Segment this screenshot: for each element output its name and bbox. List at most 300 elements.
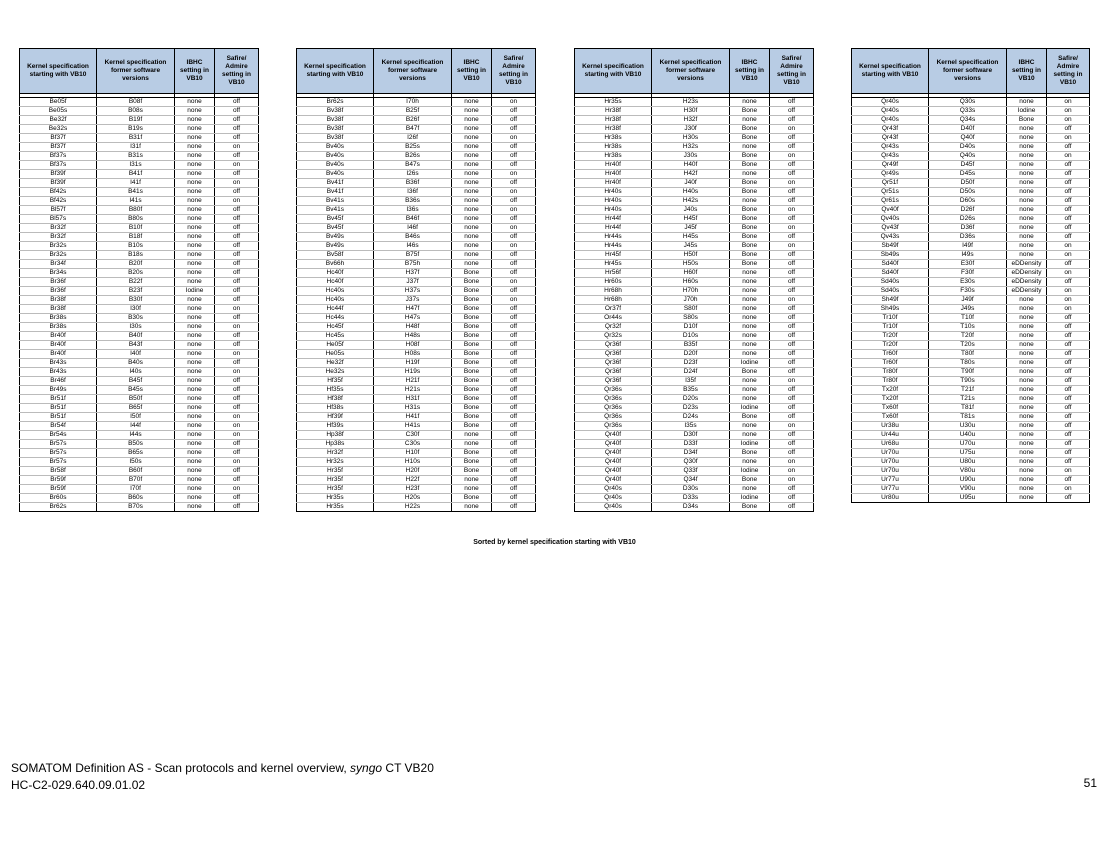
- cell-safire-admire: off: [1047, 494, 1090, 503]
- cell-kernel-former: T90f: [929, 368, 1007, 377]
- table-row: [575, 116, 814, 125]
- table-row: [575, 215, 814, 224]
- cell-ibhc: none: [730, 269, 770, 278]
- cell-safire-admire: on: [1047, 134, 1090, 143]
- cell-ibhc: Bone: [452, 449, 492, 458]
- cell-ibhc: none: [1007, 134, 1047, 143]
- table-row: [852, 107, 1090, 116]
- table-row: [297, 485, 536, 494]
- cell-ibhc: none: [730, 422, 770, 431]
- cell-kernel-former: D24f: [652, 368, 730, 377]
- table-row: [297, 305, 536, 314]
- table-row: [852, 467, 1090, 476]
- cell-ibhc: none: [452, 485, 492, 494]
- cell-ibhc: none: [1007, 251, 1047, 260]
- cell-safire-admire: off: [770, 143, 814, 152]
- cell-kernel-former: J70h: [652, 296, 730, 305]
- cell-ibhc: Iodine: [730, 404, 770, 413]
- cell-ibhc: Iodine: [730, 359, 770, 368]
- cell-safire-admire: off: [215, 107, 259, 116]
- cell-kernel-former: H30s: [652, 134, 730, 143]
- table-row: [575, 386, 814, 395]
- cell-kernel-former: U80u: [929, 458, 1007, 467]
- cell-safire-admire: on: [492, 134, 536, 143]
- table-row: [20, 404, 259, 413]
- cell-ibhc: Bone: [730, 161, 770, 170]
- cell-kernel-vb10: Hf39s: [297, 422, 374, 431]
- cell-ibhc: Bone: [452, 404, 492, 413]
- cell-kernel-vb10: Hf38f: [297, 395, 374, 404]
- table-row: [20, 107, 259, 116]
- cell-kernel-former: H45s: [652, 233, 730, 242]
- cell-safire-admire: off: [492, 404, 536, 413]
- cell-kernel-vb10: Bv40s: [297, 152, 374, 161]
- table-body: [852, 94, 1090, 503]
- cell-kernel-vb10: Qr49f: [852, 161, 929, 170]
- cell-kernel-vb10: He32s: [297, 368, 374, 377]
- cell-kernel-former: H10f: [374, 449, 452, 458]
- cell-kernel-former: H08s: [374, 350, 452, 359]
- cell-safire-admire: off: [215, 134, 259, 143]
- cell-safire-admire: off: [492, 269, 536, 278]
- table-row: [575, 233, 814, 242]
- cell-ibhc: none: [1007, 161, 1047, 170]
- cell-ibhc: Bone: [730, 368, 770, 377]
- cell-kernel-former: B19f: [97, 116, 175, 125]
- cell-kernel-vb10: Br54f: [20, 422, 97, 431]
- cell-kernel-vb10: Hc44s: [297, 314, 374, 323]
- cell-kernel-vb10: Br57s: [20, 458, 97, 467]
- cell-kernel-vb10: Qr40s: [575, 485, 652, 494]
- cell-kernel-vb10: Hr38f: [575, 125, 652, 134]
- cell-safire-admire: off: [1047, 368, 1090, 377]
- cell-ibhc: Bone: [730, 134, 770, 143]
- cell-kernel-vb10: He32f: [297, 359, 374, 368]
- table-row: [297, 440, 536, 449]
- cell-kernel-vb10: Tx20f: [852, 386, 929, 395]
- cell-safire-admire: off: [215, 467, 259, 476]
- cell-ibhc: Bone: [452, 323, 492, 332]
- cell-kernel-former: B75f: [374, 251, 452, 260]
- cell-safire-admire: off: [770, 440, 814, 449]
- cell-kernel-vb10: Hr35f: [297, 467, 374, 476]
- table-row: [852, 98, 1090, 107]
- table-row: [297, 449, 536, 458]
- table-row: [20, 494, 259, 503]
- table-row: [20, 431, 259, 440]
- cell-kernel-former: B08f: [97, 98, 175, 107]
- cell-kernel-vb10: Qr36s: [575, 404, 652, 413]
- table-row: [297, 197, 536, 206]
- cell-kernel-former: H42f: [652, 170, 730, 179]
- cell-ibhc: none: [1007, 197, 1047, 206]
- table-row: [852, 350, 1090, 359]
- table-row: [852, 179, 1090, 188]
- cell-ibhc: Bone: [730, 251, 770, 260]
- table-row: [852, 296, 1090, 305]
- cell-safire-admire: off: [492, 350, 536, 359]
- cell-kernel-former: H47f: [374, 305, 452, 314]
- cell-kernel-vb10: Tr20f: [852, 341, 929, 350]
- table-row: [852, 494, 1090, 503]
- cell-ibhc: none: [1007, 386, 1047, 395]
- cell-ibhc: Bone: [730, 152, 770, 161]
- cell-ibhc: Bone: [452, 386, 492, 395]
- table-row: [852, 152, 1090, 161]
- page-number: 51: [1083, 776, 1097, 790]
- cell-kernel-vb10: Be32f: [20, 116, 97, 125]
- table-row: [575, 152, 814, 161]
- cell-kernel-vb10: Br62s: [297, 98, 374, 107]
- cell-ibhc: none: [175, 206, 215, 215]
- cell-kernel-vb10: Qr43s: [852, 152, 929, 161]
- cell-safire-admire: off: [770, 449, 814, 458]
- cell-ibhc: none: [175, 350, 215, 359]
- cell-kernel-former: J37f: [374, 278, 452, 287]
- cell-kernel-former: B65s: [97, 449, 175, 458]
- cell-ibhc: none: [175, 98, 215, 107]
- cell-safire-admire: on: [1047, 242, 1090, 251]
- table-row: [20, 134, 259, 143]
- table-row: [297, 125, 536, 134]
- cell-ibhc: none: [452, 179, 492, 188]
- cell-ibhc: none: [452, 215, 492, 224]
- cell-safire-admire: off: [1047, 143, 1090, 152]
- cell-kernel-vb10: Bv38f: [297, 134, 374, 143]
- table-body: [20, 94, 259, 512]
- cell-kernel-vb10: Hr56f: [575, 269, 652, 278]
- cell-safire-admire: off: [1047, 188, 1090, 197]
- cell-safire-admire: on: [1047, 305, 1090, 314]
- cell-ibhc: Bone: [730, 224, 770, 233]
- table-row: [297, 161, 536, 170]
- cell-safire-admire: off: [1047, 476, 1090, 485]
- cell-safire-admire: off: [215, 188, 259, 197]
- cell-safire-admire: off: [770, 386, 814, 395]
- cell-ibhc: Bone: [730, 125, 770, 134]
- cell-safire-admire: on: [215, 161, 259, 170]
- cell-kernel-vb10: Bl57f: [20, 206, 97, 215]
- table-row: [20, 422, 259, 431]
- cell-kernel-vb10: Qr40f: [575, 467, 652, 476]
- cell-kernel-vb10: Bv66h: [297, 260, 374, 269]
- table-row: [575, 224, 814, 233]
- cell-kernel-vb10: Ur38u: [852, 422, 929, 431]
- table-row: [20, 197, 259, 206]
- cell-kernel-vb10: Tr80f: [852, 368, 929, 377]
- header-ibhc: IBHC setting in VB10: [175, 49, 215, 94]
- cell-kernel-vb10: Hr35f: [297, 476, 374, 485]
- cell-kernel-vb10: Qr36f: [575, 368, 652, 377]
- title-text: SOMATOM Definition AS - Scan protocols and kernel overview,: [11, 761, 351, 775]
- cell-kernel-former: U30u: [929, 422, 1007, 431]
- cell-ibhc: none: [1007, 485, 1047, 494]
- table-row: [575, 134, 814, 143]
- cell-safire-admire: on: [492, 206, 536, 215]
- cell-kernel-former: J30s: [652, 152, 730, 161]
- cell-ibhc: none: [730, 287, 770, 296]
- cell-ibhc: Bone: [730, 188, 770, 197]
- cell-ibhc: none: [452, 476, 492, 485]
- table-row: [575, 242, 814, 251]
- cell-safire-admire: on: [770, 377, 814, 386]
- cell-safire-admire: off: [215, 269, 259, 278]
- cell-kernel-vb10: Bf37s: [20, 152, 97, 161]
- cell-kernel-former: D50s: [929, 188, 1007, 197]
- cell-safire-admire: off: [492, 386, 536, 395]
- cell-kernel-former: B26f: [374, 116, 452, 125]
- table-row: [20, 233, 259, 242]
- cell-kernel-vb10: Bf42s: [20, 188, 97, 197]
- cell-kernel-former: D23f: [652, 359, 730, 368]
- cell-safire-admire: off: [1047, 350, 1090, 359]
- cell-safire-admire: on: [770, 467, 814, 476]
- cell-kernel-former: U75u: [929, 449, 1007, 458]
- table-row: [852, 260, 1090, 269]
- table-row: [20, 377, 259, 386]
- cell-safire-admire: off: [492, 125, 536, 134]
- cell-safire-admire: off: [1047, 314, 1090, 323]
- cell-kernel-former: H31f: [374, 395, 452, 404]
- table-row: [20, 242, 259, 251]
- cell-ibhc: none: [175, 305, 215, 314]
- cell-safire-admire: off: [492, 179, 536, 188]
- cell-kernel-vb10: Qr36s: [575, 386, 652, 395]
- cell-kernel-vb10: Hr38s: [575, 152, 652, 161]
- table-row: [20, 485, 259, 494]
- cell-safire-admire: on: [1047, 107, 1090, 116]
- cell-kernel-vb10: Br57s: [20, 449, 97, 458]
- cell-ibhc: none: [175, 251, 215, 260]
- cell-safire-admire: off: [492, 359, 536, 368]
- table-row: [20, 467, 259, 476]
- cell-safire-admire: off: [1047, 125, 1090, 134]
- cell-ibhc: none: [1007, 458, 1047, 467]
- cell-safire-admire: on: [215, 323, 259, 332]
- table-row: [852, 359, 1090, 368]
- cell-kernel-former: Q40s: [929, 152, 1007, 161]
- cell-kernel-vb10: Tx60f: [852, 404, 929, 413]
- cell-safire-admire: on: [215, 485, 259, 494]
- cell-safire-admire: off: [215, 233, 259, 242]
- cell-ibhc: none: [175, 179, 215, 188]
- cell-kernel-vb10: Qv40s: [852, 215, 929, 224]
- cell-kernel-vb10: Qr40f: [575, 431, 652, 440]
- cell-ibhc: none: [452, 143, 492, 152]
- cell-ibhc: none: [452, 197, 492, 206]
- cell-kernel-former: T80s: [929, 359, 1007, 368]
- cell-ibhc: none: [452, 152, 492, 161]
- cell-kernel-former: H23f: [374, 485, 452, 494]
- cell-kernel-vb10: Hr38s: [575, 134, 652, 143]
- cell-safire-admire: off: [492, 287, 536, 296]
- table-row: [20, 350, 259, 359]
- cell-safire-admire: off: [492, 197, 536, 206]
- table-row: [297, 341, 536, 350]
- cell-safire-admire: off: [770, 134, 814, 143]
- cell-safire-admire: on: [770, 458, 814, 467]
- cell-kernel-former: I70f: [97, 485, 175, 494]
- cell-safire-admire: on: [215, 458, 259, 467]
- table-row: [575, 125, 814, 134]
- table-row: [575, 188, 814, 197]
- cell-kernel-former: B47s: [374, 161, 452, 170]
- cell-kernel-former: B50s: [97, 440, 175, 449]
- cell-ibhc: none: [175, 260, 215, 269]
- cell-kernel-vb10: Qr40s: [575, 503, 652, 512]
- table-row: [297, 152, 536, 161]
- cell-kernel-vb10: Bv38f: [297, 116, 374, 125]
- cell-ibhc: none: [175, 161, 215, 170]
- cell-ibhc: none: [175, 188, 215, 197]
- table-row: [852, 305, 1090, 314]
- table-row: [852, 476, 1090, 485]
- cell-kernel-former: H32s: [652, 143, 730, 152]
- table-row: [575, 260, 814, 269]
- cell-kernel-vb10: Hr60s: [575, 278, 652, 287]
- cell-kernel-former: U40u: [929, 431, 1007, 440]
- table-body: [297, 94, 536, 512]
- table-row: [575, 179, 814, 188]
- cell-kernel-former: Q34f: [652, 476, 730, 485]
- cell-safire-admire: on: [215, 431, 259, 440]
- cell-ibhc: none: [1007, 395, 1047, 404]
- table-row: [575, 305, 814, 314]
- cell-kernel-vb10: Bv38f: [297, 125, 374, 134]
- cell-safire-admire: off: [215, 449, 259, 458]
- cell-kernel-former: J30f: [652, 125, 730, 134]
- table-row: [20, 341, 259, 350]
- cell-safire-admire: off: [1047, 323, 1090, 332]
- cell-kernel-former: D26s: [929, 215, 1007, 224]
- cell-ibhc: none: [1007, 341, 1047, 350]
- cell-safire-admire: off: [215, 215, 259, 224]
- cell-kernel-former: H40f: [652, 161, 730, 170]
- table-row: [852, 215, 1090, 224]
- cell-safire-admire: off: [770, 260, 814, 269]
- table-row: [20, 449, 259, 458]
- cell-kernel-vb10: Be05s: [20, 107, 97, 116]
- cell-kernel-former: H19s: [374, 368, 452, 377]
- cell-safire-admire: on: [1047, 152, 1090, 161]
- cell-kernel-vb10: Br32f: [20, 224, 97, 233]
- cell-ibhc: none: [730, 350, 770, 359]
- cell-ibhc: none: [730, 332, 770, 341]
- cell-safire-admire: off: [492, 332, 536, 341]
- cell-safire-admire: on: [770, 179, 814, 188]
- table-row: [852, 224, 1090, 233]
- table-row: [852, 170, 1090, 179]
- cell-ibhc: none: [175, 386, 215, 395]
- cell-kernel-former: Q34s: [929, 116, 1007, 125]
- cell-kernel-vb10: Qr51f: [852, 179, 929, 188]
- table-row: [575, 368, 814, 377]
- cell-kernel-former: H70h: [652, 287, 730, 296]
- cell-safire-admire: on: [215, 413, 259, 422]
- cell-ibhc: none: [730, 278, 770, 287]
- cell-ibhc: none: [730, 116, 770, 125]
- cell-kernel-vb10: Tr80f: [852, 377, 929, 386]
- table-row: [297, 386, 536, 395]
- cell-safire-admire: off: [215, 395, 259, 404]
- cell-safire-admire: on: [1047, 116, 1090, 125]
- header-kernel-vb10: Kernel specification starting with VB10: [575, 49, 652, 94]
- table-row: [852, 188, 1090, 197]
- cell-safire-admire: off: [770, 368, 814, 377]
- table-row: [575, 206, 814, 215]
- cell-kernel-vb10: Qr40f: [575, 440, 652, 449]
- cell-kernel-vb10: Hc44f: [297, 305, 374, 314]
- cell-ibhc: none: [175, 116, 215, 125]
- title-suffix: CT VB20: [382, 761, 434, 775]
- cell-safire-admire: off: [1047, 386, 1090, 395]
- cell-safire-admire: on: [1047, 296, 1090, 305]
- cell-kernel-vb10: Hr68h: [575, 287, 652, 296]
- table-row: [297, 296, 536, 305]
- cell-kernel-former: Q30f: [652, 458, 730, 467]
- cell-safire-admire: off: [770, 107, 814, 116]
- cell-safire-admire: off: [770, 170, 814, 179]
- cell-kernel-former: F30s: [929, 287, 1007, 296]
- cell-kernel-former: B46s: [374, 233, 452, 242]
- kernel-table-4: [851, 48, 1090, 503]
- cell-kernel-vb10: Br40f: [20, 350, 97, 359]
- cell-kernel-former: I31s: [97, 161, 175, 170]
- cell-kernel-former: D50f: [929, 179, 1007, 188]
- cell-kernel-vb10: Bv41s: [297, 206, 374, 215]
- cell-safire-admire: on: [492, 242, 536, 251]
- cell-safire-admire: off: [215, 494, 259, 503]
- table-row: [297, 188, 536, 197]
- cell-kernel-former: J37s: [374, 296, 452, 305]
- table-row: [852, 323, 1090, 332]
- cell-ibhc: none: [1007, 467, 1047, 476]
- table-row: [20, 125, 259, 134]
- cell-safire-admire: off: [770, 413, 814, 422]
- table-row: [20, 323, 259, 332]
- cell-ibhc: none: [175, 503, 215, 512]
- cell-kernel-vb10: Hr40f: [575, 161, 652, 170]
- table-row: [575, 296, 814, 305]
- cell-safire-admire: off: [492, 377, 536, 386]
- cell-ibhc: Bone: [452, 395, 492, 404]
- table-row: [852, 233, 1090, 242]
- table-row: [297, 413, 536, 422]
- cell-safire-admire: off: [492, 251, 536, 260]
- cell-safire-admire: off: [492, 413, 536, 422]
- cell-kernel-vb10: Hr45s: [575, 260, 652, 269]
- cell-kernel-former: I31f: [97, 143, 175, 152]
- cell-safire-admire: off: [215, 260, 259, 269]
- table-row: [20, 161, 259, 170]
- table-row: [20, 152, 259, 161]
- cell-ibhc: none: [175, 125, 215, 134]
- table-row: [297, 377, 536, 386]
- table-row: [852, 269, 1090, 278]
- cell-safire-admire: off: [492, 368, 536, 377]
- cell-kernel-former: H19f: [374, 359, 452, 368]
- cell-ibhc: none: [1007, 188, 1047, 197]
- cell-kernel-former: B30f: [97, 296, 175, 305]
- cell-kernel-vb10: Bv41f: [297, 188, 374, 197]
- cell-ibhc: Bone: [452, 332, 492, 341]
- cell-kernel-vb10: Hr44f: [575, 215, 652, 224]
- cell-kernel-vb10: Ur70u: [852, 449, 929, 458]
- cell-kernel-vb10: Sb49s: [852, 251, 929, 260]
- cell-kernel-vb10: Bv40s: [297, 170, 374, 179]
- cell-kernel-vb10: Sd40f: [852, 269, 929, 278]
- cell-safire-admire: off: [215, 116, 259, 125]
